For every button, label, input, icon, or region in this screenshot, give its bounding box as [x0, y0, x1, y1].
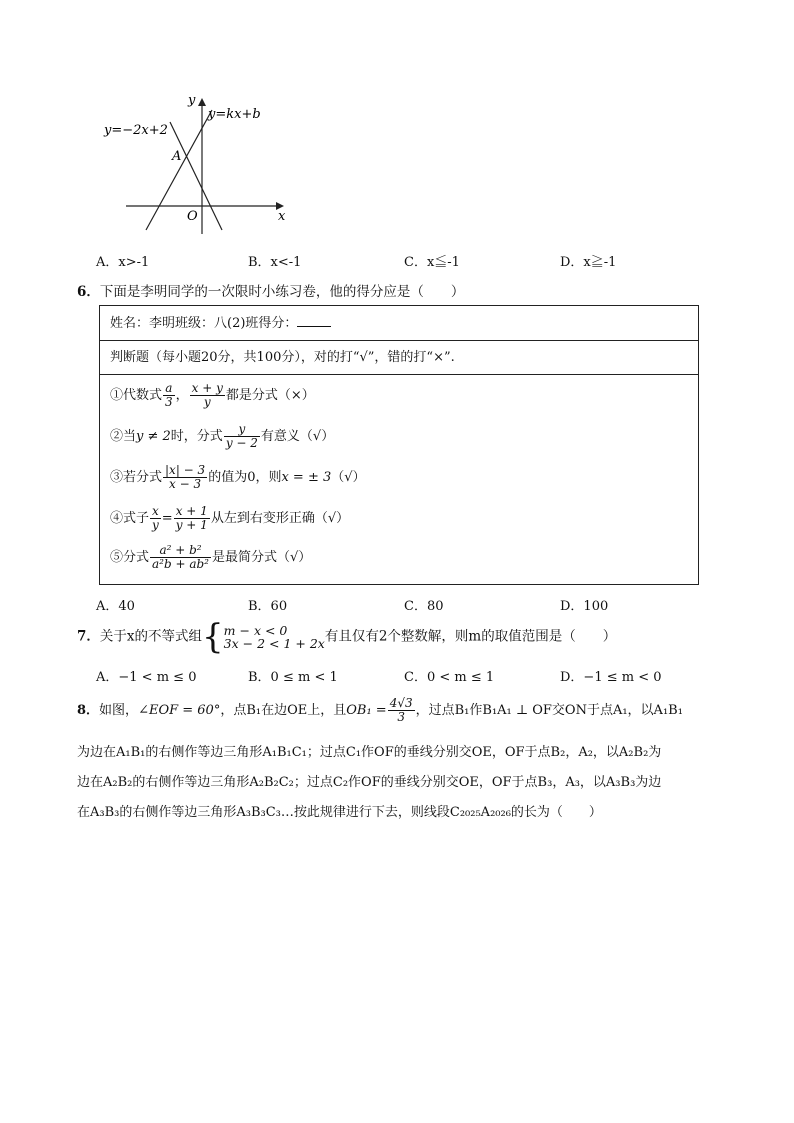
s4-fraction-1: $\frac{x}{y}$	[152, 504, 159, 533]
q8-angle: ∠EOF = 60°	[138, 703, 221, 719]
s3-fraction: $\frac{|x| - 3}{x - 3}$	[165, 463, 206, 492]
s1-suffix: 都是分式（×）	[225, 388, 315, 404]
q7-inequality-1: m − x < 0	[223, 622, 288, 638]
q6-text: 下面是李明同学的一次限时小练习卷，他的得分应是（ ）	[99, 284, 465, 300]
score-blank	[297, 314, 331, 327]
q7-options	[96, 666, 716, 686]
line2-equation-label: y=kx+b	[208, 107, 261, 122]
q7-option-a[interactable]: A．−1 < m ≤ 0	[96, 670, 197, 685]
q6-option-c[interactable]: C．80	[404, 599, 444, 614]
s5-fraction: $\frac{\text{a² + b²}}{\text{a²b + ab²}}$	[152, 543, 209, 572]
s2-condition: y ≠ 2	[136, 429, 171, 445]
q8-line1-c: ，过点B₁作B₁A₁ ⊥ OF交ON于点A₁，以A₁B₁	[415, 703, 683, 719]
quiz-instruction-text: 判断题（每小题20分，共100分），对的打“√”，错的打“×”.	[110, 350, 455, 365]
quiz-header-row	[100, 306, 698, 341]
q8-number: 8．	[77, 703, 100, 719]
q7-inequality-system	[224, 624, 325, 650]
q8-ob1-fraction: $\frac{4√3}{3}$	[389, 696, 413, 725]
q5-option-d[interactable]: D．x≧-1	[560, 255, 617, 270]
s3-middle: 的值为0，则	[208, 470, 282, 486]
q8-line-1	[77, 697, 737, 724]
s1-fraction-2: $\frac{x + y}{y}$	[191, 381, 223, 410]
s3-suffix: （√）	[331, 470, 366, 486]
s1-fraction-1: $\frac{a}{3}$	[165, 381, 173, 410]
q5-options	[96, 251, 716, 271]
q8-line1-a: 如图，	[99, 703, 139, 719]
q7-inequality-2: 3x − 2 < 1 + 2x	[223, 636, 325, 651]
origin-label: O	[187, 209, 198, 224]
q7-number: 7．	[77, 628, 100, 645]
s2-fraction: $\frac{y}{y - 2}$	[225, 422, 258, 451]
q8-line-2: 为边在A₁B₁的右侧作等边三角形A₁B₁C₁；过点C₁作OF的垂线分别交OE，OF于点B₂，A₂，以A₂B₂为	[77, 745, 662, 760]
y-axis-arrow	[198, 98, 206, 106]
line1-equation-label: y=−2x+2	[104, 123, 168, 138]
point-a-label: A	[172, 149, 182, 164]
q8-line-4: 在A₃B₃的右侧作等边三角形A₃B₃C₃…按此规律进行下去，则线段C₂₀₂₅A₂₀₂₆的长为（ ）	[77, 805, 602, 820]
q6-options	[96, 595, 716, 615]
statement-3	[110, 464, 366, 491]
s3-prefix: ③若分式	[110, 470, 163, 486]
q5-option-a[interactable]: A．x>-1	[96, 255, 150, 270]
quiz-instruction-row	[100, 341, 698, 375]
statement-1	[110, 382, 315, 409]
s3-equation: x = ± 3	[281, 470, 332, 486]
q7-option-b[interactable]: B．0 ≤ m < 1	[248, 670, 338, 685]
q7-option-c[interactable]: C．0 < m ≤ 1	[404, 670, 495, 685]
s4-equals: =	[161, 511, 173, 527]
x-axis-label: x	[278, 209, 286, 224]
quiz-header-text: 姓名：李明班级：八(2)班得分：	[110, 316, 298, 331]
linear-functions-graph	[100, 88, 300, 238]
s4-fraction-2: $\frac{x + 1}{y + 1}$	[175, 504, 208, 533]
q7-suffix: 有且仅有2个整数解，则m的取值范围是（ ）	[324, 628, 617, 645]
q6-quiz-table	[99, 305, 699, 585]
statement-2	[110, 423, 334, 450]
s1-prefix: ①代数式	[110, 388, 163, 404]
s4-suffix: 从左到右变形正确（√）	[210, 511, 350, 527]
q7-prefix: 关于x的不等式组	[99, 628, 203, 645]
q6-stem	[77, 280, 737, 300]
q5-option-b[interactable]: B．x<-1	[248, 255, 302, 270]
q6-option-a[interactable]: A．40	[96, 599, 135, 614]
q5-option-c[interactable]: C．x≦-1	[404, 255, 460, 270]
q7-option-d[interactable]: D．−1 ≤ m < 0	[560, 670, 662, 685]
q8-line-3: 边在A₂B₂的右侧作等边三角形A₂B₂C₂；过点C₂作OF的垂线分别交OE，OF于点B₃，A₃，以A₃B₃为边	[77, 775, 662, 790]
s4-prefix: ④式子	[110, 511, 150, 527]
q7-stem	[77, 617, 737, 657]
q7-system-brace: {	[202, 617, 224, 657]
q6-number: 6．	[77, 284, 100, 300]
q8-line1-b: ，点B₁在边OE上，且	[220, 703, 347, 719]
statement-5	[110, 544, 311, 571]
s5-suffix: 是最简分式（√）	[212, 550, 312, 566]
q6-option-d[interactable]: D．100	[560, 599, 609, 614]
s2-middle: 时，分式	[170, 429, 223, 445]
q8-ob1: OB₁ =	[346, 703, 387, 719]
s5-prefix: ⑤分式	[110, 550, 150, 566]
statement-4	[110, 505, 349, 532]
q6-option-b[interactable]: B．60	[248, 599, 288, 614]
s2-suffix: 有意义（√）	[260, 429, 335, 445]
s1-separator: ，	[175, 388, 189, 404]
s2-prefix: ②当	[110, 429, 137, 445]
y-axis-label: y	[188, 93, 196, 108]
